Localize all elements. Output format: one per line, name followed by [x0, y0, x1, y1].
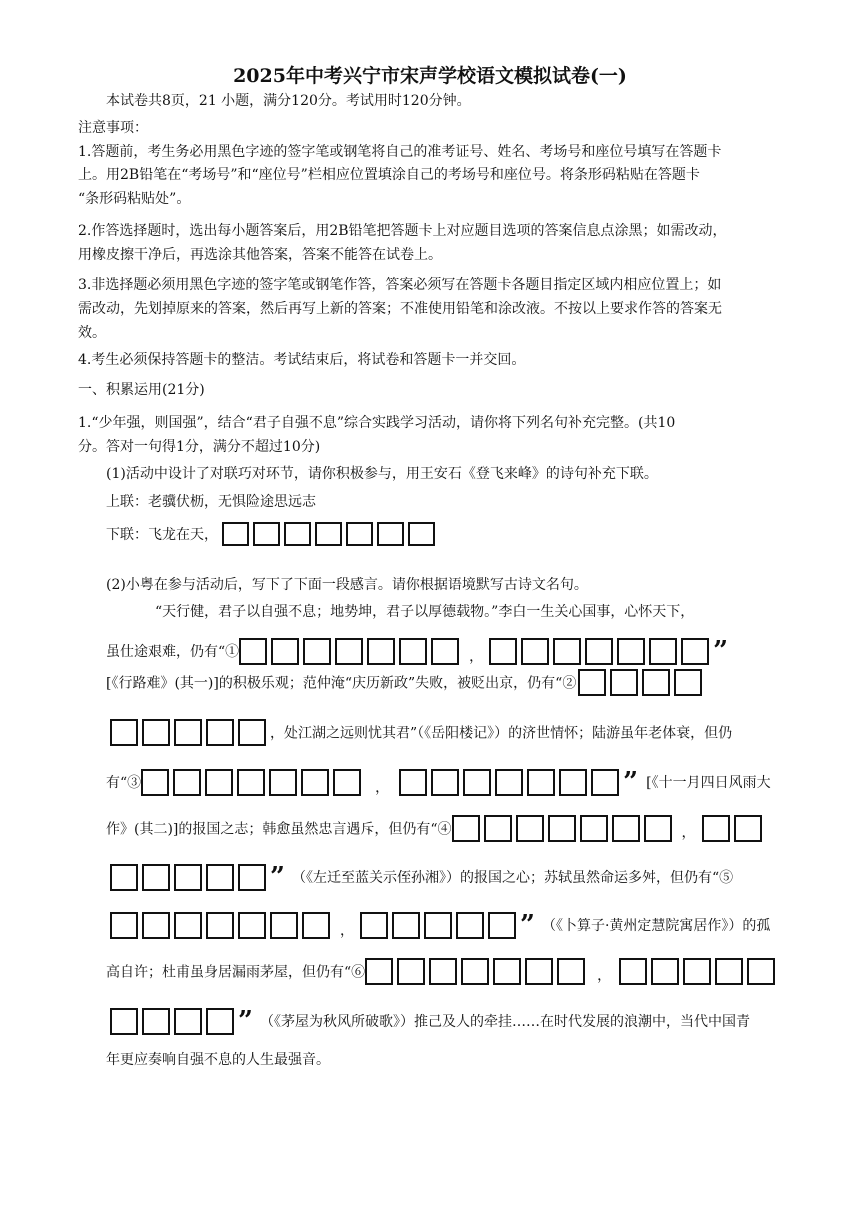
- notice-title: 注意事项：: [78, 120, 148, 136]
- subquestion-text: (2)小粤在参与活动后，写下了下面一段感言。请你根据语境默写古诗文名句。: [106, 577, 588, 593]
- answer-boxes-6c[interactable]: [110, 1008, 238, 1035]
- answer-boxes-6a[interactable]: [365, 958, 589, 985]
- comma: ，: [681, 825, 696, 841]
- notice-line: 2.作答选择题时，选出每小题答案后，用2B铅笔把答题卡上对应题目选项的答案信息点涂黑；如需改动，: [78, 223, 727, 239]
- notice-line: 用橡皮擦干净后，再选涂其他答案，答案不能答在试卷上。: [78, 247, 442, 263]
- passage-text: 作》(其二)]的报国之志；韩愈虽然忠言遇斥，但仍有“④: [106, 821, 452, 838]
- xialian-text: 下联：飞龙在天，: [106, 527, 218, 543]
- answer-boxes-1a[interactable]: [239, 638, 463, 665]
- shanglian-text: 上联：老骥伏枥，无惧险途思远志: [106, 494, 316, 510]
- answer-boxes-6b[interactable]: [619, 958, 779, 985]
- answer-boxes-4a[interactable]: [452, 815, 676, 842]
- close-quote: ”: [520, 910, 535, 940]
- answer-boxes-2b[interactable]: [110, 719, 270, 746]
- answer-boxes-5b[interactable]: [360, 912, 520, 939]
- comma: ，: [597, 968, 612, 984]
- close-quote: ”: [238, 1006, 253, 1036]
- comma: ，: [340, 923, 354, 939]
- notice-line: 需改动，先划掉原来的答案，然后再写上新的答案；不准使用铅笔和涂改液。不按以上要求作答的答案无: [78, 301, 722, 317]
- passage-text: （《卜算子·黄州定慧院寓居作》）的孤: [548, 918, 771, 934]
- passage-text: （《茅屋为秋风所破歌》）推己及人的牵挂……在时代发展的浪潮中，当代中国青: [266, 1014, 750, 1030]
- intro-text: 本试卷共8页，21 小题，满分120分。考试用时120分钟。: [106, 93, 471, 109]
- answer-boxes-1b[interactable]: [489, 638, 713, 665]
- answer-boxes-5a[interactable]: [110, 912, 334, 939]
- passage-text: （《左迁至蓝关示侄孙湘》）的报国之心；苏轼虽然命运多舛，但仍有“⑤: [298, 870, 734, 886]
- notice-line: “条形码粘贴处”。: [78, 191, 191, 207]
- close-quote: ”: [270, 862, 285, 892]
- passage-text: 虽仕途艰难，仍有“①: [106, 644, 240, 660]
- close-quote: ”: [623, 767, 639, 797]
- passage-text: 有“③: [106, 775, 142, 791]
- answer-boxes-3b[interactable]: [399, 769, 623, 796]
- page-title: 2025年中考兴宁市宋声学校语文模拟试卷(一): [233, 65, 627, 87]
- comma: ，: [375, 780, 390, 796]
- passage-text: ，处江湖之远则忧其君”（《岳阳楼记》）的济世情怀；陆游虽年老体衰，但仍: [270, 725, 733, 742]
- passage-text: [《十一月四日风雨大: [646, 775, 771, 791]
- notice-line: 1.答题前，考生务必用黑色字迹的签字笔或钢笔将自己的准考证号、姓名、考场号和座位号填写在答题卡: [78, 144, 722, 160]
- notice-line: 4.考生必须保持答题卡的整洁。考试结束后，将试卷和答题卡一并交回。: [78, 352, 526, 368]
- answer-boxes-2a[interactable]: [578, 669, 706, 696]
- answer-boxes-4c[interactable]: [110, 864, 270, 891]
- answer-boxes-3a[interactable]: [141, 769, 365, 796]
- comma: ，: [469, 649, 484, 665]
- passage-text: [《行路难》(其一)]的积极乐观；范仲淹“庆历新政”失败，被贬出京，仍有“②: [106, 675, 577, 692]
- close-quote: ”: [713, 636, 729, 666]
- passage-text: 高自许；杜甫虽身居漏雨茅屋，但仍有“⑥: [106, 964, 366, 981]
- question-text: 1.“少年强，则国强”，结合“君子自强不息”综合实践学习活动，请你将下列名句补充完整。(共10: [78, 415, 676, 431]
- section-heading: 一、积累运用(21分): [78, 382, 205, 398]
- passage-text: 年更应奏响自强不息的人生最强音。: [106, 1052, 330, 1068]
- subquestion-text: (1)活动中设计了对联巧对环节，请你积极参与，用王安石《登飞来峰》的诗句补充下联。: [106, 466, 658, 482]
- answer-boxes-4b[interactable]: [702, 815, 766, 842]
- notice-line: 3.非选择题必须用黑色字迹的签字笔或钢笔作答，答案必须写在答题卡各题目指定区域内相应位置上；如: [78, 277, 722, 293]
- answer-boxes[interactable]: [222, 522, 439, 546]
- notice-line: 效。: [78, 325, 106, 341]
- question-text: 分。答对一句得1分，满分不超过10分): [78, 439, 321, 455]
- notice-line: 上。用2B铅笔在“考场号”和“座位号”栏相应位置填涂自己的考场号和座位号。将条形码粘贴在答题卡: [78, 167, 700, 183]
- passage-text: “天行健，君子以自强不息；地势坤，君子以厚德载物。”李白一生关心国事，心怀天下，: [155, 604, 695, 620]
